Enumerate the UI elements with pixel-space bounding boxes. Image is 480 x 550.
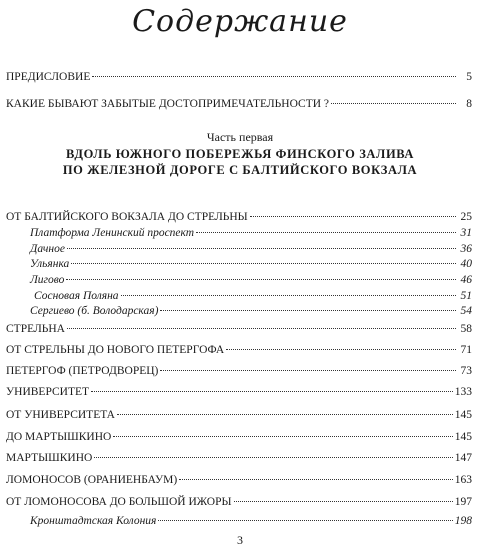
toc-entry-label: ОТ БАЛТИЙСКОГО ВОКЗАЛА ДО СТРЕЛЬНЫ [6,211,248,223]
toc-entry-page: 73 [460,365,472,377]
toc-entry-page: 8 [466,98,472,110]
toc-entry-page: 51 [460,290,472,302]
toc-leader [158,520,452,521]
toc-entry-page: 163 [454,474,472,486]
toc-leader [160,310,456,311]
toc-leader [94,457,452,458]
toc-entry [6,364,472,378]
toc-entry [6,495,472,509]
part-heading [0,146,480,178]
toc-entry-page: 133 [454,386,472,398]
toc-leader [92,76,456,77]
toc-entry-label: ПЕТЕРГОФ (ПЕТРОДВОРЕЦ) [6,365,159,377]
toc-entry-label: Сергиево (б. Володарская) [30,305,159,317]
toc-entry-label: Ульянка [30,258,70,270]
part-label: Часть первая [206,130,274,144]
part-heading-line: ВДОЛЬ ЮЖНОГО ПОБЕРЕЖЬЯ ФИНСКОГО ЗАЛИВА [65,147,415,161]
toc-entry-label: КАКИЕ БЫВАЮТ ЗАБЫТЫЕ ДОСТОПРИМЕЧАТЕЛЬНОСТИ ? [6,98,330,110]
toc-entry-label: ОТ УНИВЕРСИТЕТА [6,409,115,421]
toc-entry-label: Платформа Ленинский проспект [30,227,195,239]
toc-leader [91,391,453,392]
toc-entry [6,408,472,422]
toc-leader [71,263,456,264]
toc-entry [6,430,472,444]
toc-entry-label: ОТ ЛОМОНОСОВА ДО БОЛЬШОЙ ИЖОРЫ [6,496,232,508]
toc-leader [196,232,456,233]
toc-entry-page: 145 [454,409,472,421]
toc-entry-page: 197 [454,496,472,508]
toc-leader [234,501,453,502]
toc-entry-label: ДО МАРТЫШКИНО [6,431,112,443]
toc-subentry [30,226,472,240]
toc-leader [67,328,456,329]
toc-entry-label: ОТ СТРЕЛЬНЫ ДО НОВОГО ПЕТЕРГОФА [6,344,225,356]
toc-leader [66,279,456,280]
toc-entry [6,70,472,84]
toc-subentry [30,257,472,271]
toc-entry-label: Лигово [30,274,65,286]
toc-entry-page: 31 [460,227,472,239]
toc-entry [6,97,472,111]
toc-entry-page: 147 [454,452,472,464]
toc-entry-label: Сосновая Поляна [34,290,119,302]
toc-subentry [30,273,472,287]
toc-subentry [30,514,472,528]
toc-subentry [30,242,472,256]
page-number: 3 [237,533,243,547]
part-heading-line: ПО ЖЕЛЕЗНОЙ ДОРОГЕ С БАЛТИЙСКОГО ВОКЗАЛА [62,163,418,177]
toc-leader [250,216,456,217]
toc-entry-page: 71 [460,344,472,356]
toc-entry-label: Дачное [30,243,65,255]
toc-entry [6,385,472,399]
toc-entry [6,473,472,487]
toc-entry-page: 58 [460,323,472,335]
toc-entry [6,343,472,357]
toc-leader [117,414,453,415]
toc-leader [179,479,453,480]
toc-subentry [34,289,472,303]
toc-entry-label: ПРЕДИСЛОВИЕ [6,71,91,83]
toc-entry-label: СТРЕЛЬНА [6,323,65,335]
toc-entry-label: Кронштадтская Колония [30,515,157,527]
toc-leader [67,248,456,249]
toc-entry [6,322,472,336]
toc-entry-label: УНИВЕРСИТЕТ [6,386,90,398]
toc-leader [331,103,456,104]
toc-entry-label: МАРТЫШКИНО [6,452,93,464]
toc-entry-page: 46 [460,274,472,286]
toc-leader [226,349,456,350]
toc-entry-page: 145 [454,431,472,443]
toc-entry-page: 198 [454,515,472,527]
toc-entry-page: 25 [460,211,472,223]
page-title: Содержание [132,4,348,39]
toc-entry-page: 5 [466,71,472,83]
toc-leader [113,436,452,437]
toc-entry [6,451,472,465]
toc-leader [160,370,456,371]
toc-entry-page: 40 [460,258,472,270]
toc-entry-page: 36 [460,243,472,255]
toc-entry-page: 54 [460,305,472,317]
toc-leader [121,295,456,296]
toc-entry [6,210,472,224]
toc-subentry [30,304,472,318]
toc-entry-label: ЛОМОНОСОВ (ОРАНИЕНБАУМ) [6,474,178,486]
